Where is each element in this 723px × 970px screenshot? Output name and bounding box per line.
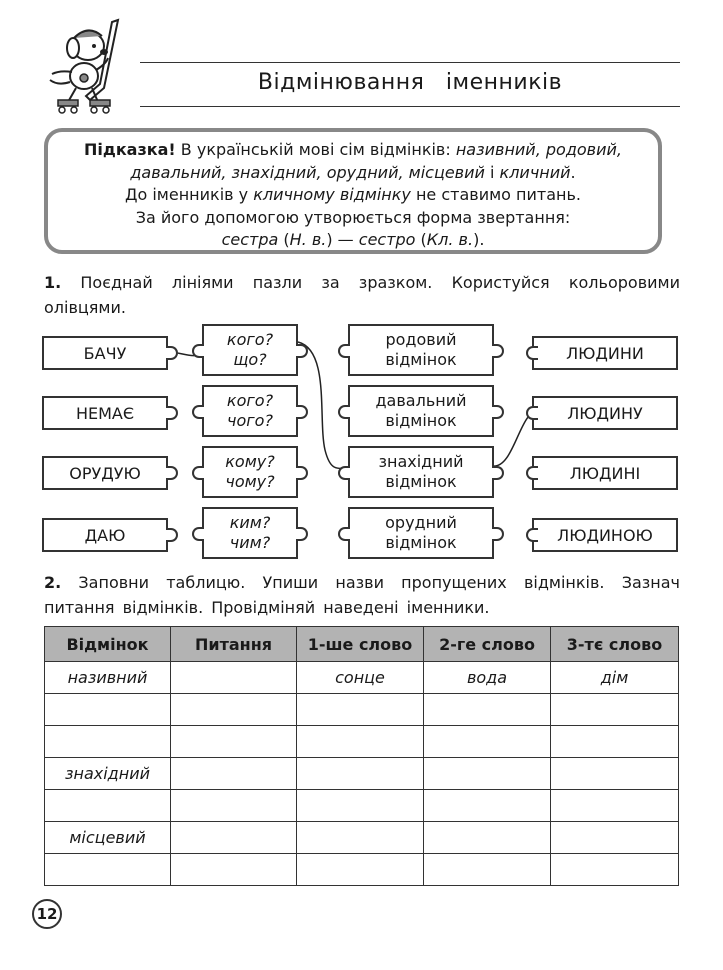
table-cell[interactable] <box>45 694 171 726</box>
case-word: відмінок <box>385 350 457 369</box>
hint-text: . <box>570 162 576 182</box>
puzzle-noun[interactable]: ЛЮДИНІ <box>532 456 678 490</box>
puzzle-noun[interactable]: ЛЮДИНИ <box>532 336 678 370</box>
table-cell[interactable] <box>297 854 424 886</box>
table-cell[interactable]: вода <box>424 662 551 694</box>
puzzle-case[interactable] <box>348 385 494 437</box>
puzzle-tab <box>338 405 350 419</box>
table-cell[interactable] <box>551 726 679 758</box>
puzzle-tab <box>526 528 538 542</box>
table-row <box>45 662 679 694</box>
question-word: чим? <box>229 533 271 552</box>
task-number: 2. <box>44 573 62 592</box>
question-word: кого? <box>226 330 274 349</box>
puzzle-verb[interactable]: ДАЮ <box>42 518 168 552</box>
table-cell[interactable] <box>424 822 551 854</box>
table-cell[interactable] <box>171 854 297 886</box>
puzzle-tab <box>526 466 538 480</box>
table-cell[interactable] <box>171 790 297 822</box>
table-cell[interactable] <box>171 694 297 726</box>
puzzle-tab <box>338 527 350 541</box>
table-row <box>45 790 679 822</box>
table-cell[interactable] <box>551 790 679 822</box>
hint-cases: називний, родовий, <box>455 140 622 159</box>
table-cell[interactable]: називний <box>45 662 171 694</box>
puzzle-case[interactable] <box>348 507 494 559</box>
table-cell[interactable] <box>297 822 424 854</box>
table-cell[interactable] <box>45 726 171 758</box>
puzzle-verb[interactable]: ОРУДУЮ <box>42 456 168 490</box>
page-number: 12 <box>32 899 62 929</box>
hint-example: Кл. в. <box>426 230 474 249</box>
column-header: 1-ше слово <box>297 627 424 662</box>
puzzle-verb[interactable]: НЕМАЄ <box>42 396 168 430</box>
question-word: чого? <box>227 411 273 430</box>
puzzle-verb[interactable]: БАЧУ <box>42 336 168 370</box>
table-cell[interactable] <box>297 790 424 822</box>
puzzle-noun[interactable]: ЛЮДИНУ <box>532 396 678 430</box>
question-word: що? <box>233 350 267 369</box>
hint-text: і <box>484 162 500 182</box>
table-row <box>45 726 679 758</box>
table-cell[interactable] <box>551 854 679 886</box>
case-word: орудний <box>385 513 457 532</box>
puzzle-tab <box>192 527 204 541</box>
table-cell[interactable] <box>424 694 551 726</box>
hint-example: сестро <box>358 230 416 249</box>
hint-text: За його допомогою утворюється форма звертання: <box>135 207 571 227</box>
table-cell[interactable] <box>171 758 297 790</box>
case-word: відмінок <box>385 472 457 491</box>
task-number: 1. <box>44 273 62 292</box>
case-word: родовий <box>385 330 457 349</box>
hint-example: ). <box>473 230 485 249</box>
puzzle-tab <box>192 405 204 419</box>
table-cell[interactable] <box>551 694 679 726</box>
puzzle-tab <box>192 466 204 480</box>
hint-text: не ставимо питань. <box>410 185 582 204</box>
hint-example: сестра <box>221 230 279 249</box>
table-row <box>45 758 679 790</box>
table-cell[interactable] <box>424 790 551 822</box>
table-cell[interactable] <box>171 822 297 854</box>
table-cell[interactable]: знахідний <box>45 758 171 790</box>
table-cell[interactable] <box>171 726 297 758</box>
case-word: знахідний <box>378 452 464 471</box>
table-cell[interactable] <box>551 822 679 854</box>
hint-text: кличному відмінку <box>253 185 411 204</box>
puzzle-question[interactable] <box>202 324 298 376</box>
puzzle-case[interactable] <box>348 324 494 376</box>
declension-table <box>44 626 679 886</box>
column-header: 2-ге слово <box>424 627 551 662</box>
table-cell[interactable] <box>551 758 679 790</box>
question-word: ким? <box>229 513 271 532</box>
table-cell[interactable] <box>424 758 551 790</box>
hint-label: Підказка! <box>84 140 176 159</box>
hint-example: ( <box>415 230 427 249</box>
hint-cases: давальний, знахідний, орудний, місцевий <box>130 162 485 182</box>
hint-text: В українській мові сім відмінків: <box>175 140 456 159</box>
table-cell[interactable]: сонце <box>297 662 424 694</box>
table-row <box>45 694 679 726</box>
table-cell[interactable] <box>171 662 297 694</box>
column-header: Відмінок <box>45 627 171 662</box>
puzzle-tab <box>338 466 350 480</box>
hint-example: Н. в. <box>289 230 327 249</box>
task-text: Поєднай лініями пазли за зразком. Користуйся кольоровими олівцями. <box>44 273 680 317</box>
case-word: відмінок <box>385 411 457 430</box>
task-text: Заповни таблицю. Упиши назви пропущених відмінків. Зазнач питання відмінків. Провідміняй наведені іменники. <box>44 573 680 617</box>
table-cell[interactable] <box>424 854 551 886</box>
hint-example: ) — <box>326 230 359 249</box>
table-row <box>45 854 679 886</box>
question-word: кого? <box>226 391 274 410</box>
hint-example: ( <box>278 230 290 249</box>
puzzle-noun[interactable]: ЛЮДИНОЮ <box>532 518 678 552</box>
table-cell[interactable] <box>45 854 171 886</box>
table-cell[interactable] <box>297 726 424 758</box>
column-header: 3-тє слово <box>551 627 679 662</box>
table-cell[interactable] <box>297 758 424 790</box>
case-word: відмінок <box>385 533 457 552</box>
case-word: давальний <box>375 391 467 410</box>
task-2-instruction <box>44 570 680 620</box>
puzzle-tab <box>526 346 538 360</box>
puzzle-question[interactable] <box>202 385 298 437</box>
table-cell[interactable]: дім <box>551 662 679 694</box>
page-title: Відмінювання іменників <box>257 70 563 95</box>
question-word: кому? <box>225 452 275 471</box>
puzzle-question[interactable] <box>202 446 298 498</box>
puzzle-tab <box>526 406 538 420</box>
table-cell[interactable] <box>45 790 171 822</box>
puzzle-tab <box>192 344 204 358</box>
puzzle-case[interactable] <box>348 446 494 498</box>
table-cell[interactable] <box>297 694 424 726</box>
puzzle-question[interactable] <box>202 507 298 559</box>
question-word: чому? <box>225 472 275 491</box>
hint-text: До іменників у <box>124 185 254 204</box>
table-header-row <box>45 627 679 662</box>
table-row <box>45 822 679 854</box>
table-cell[interactable] <box>424 726 551 758</box>
puzzle-tab <box>338 344 350 358</box>
hint-cases: кличний <box>499 162 571 182</box>
table-cell[interactable]: місцевий <box>45 822 171 854</box>
column-header: Питання <box>171 627 297 662</box>
